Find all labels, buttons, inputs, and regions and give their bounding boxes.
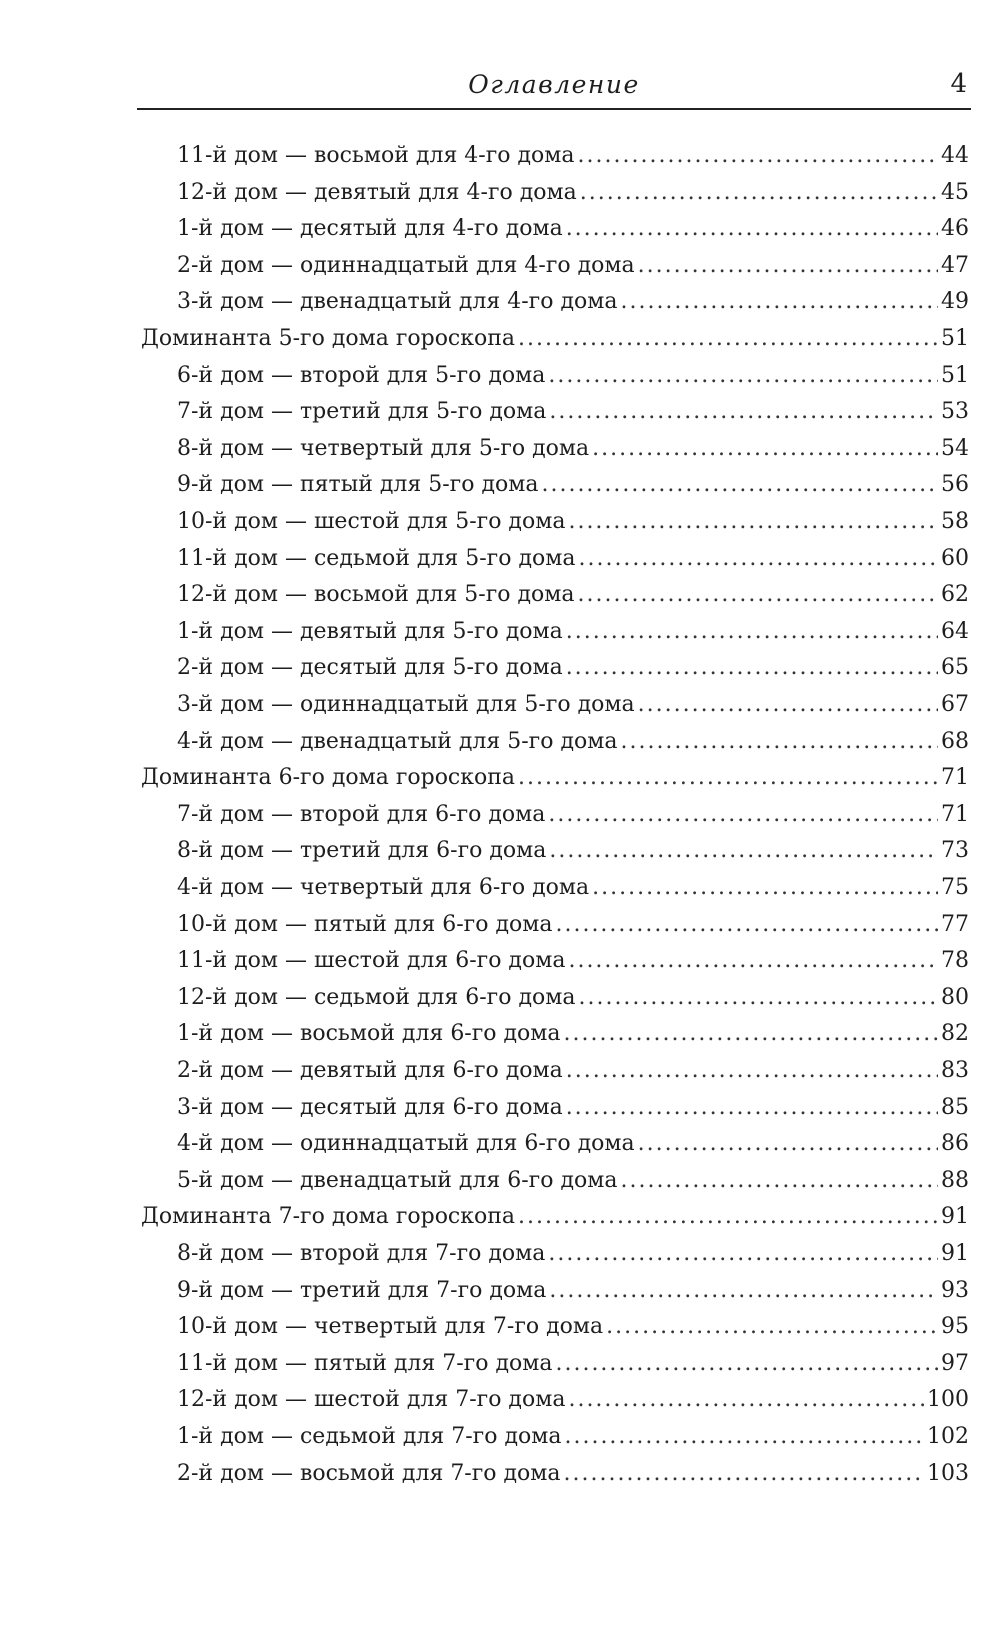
toc-entry-page: 75 — [941, 875, 969, 900]
toc-entry — [177, 177, 969, 209]
toc-entry — [177, 616, 969, 648]
toc-entry-title: 2-й дом — восьмой для 7-го дома — [177, 1460, 561, 1486]
toc-entry-page: 93 — [941, 1277, 969, 1303]
toc-entry-page: 46 — [941, 216, 969, 242]
dot-leader — [549, 396, 938, 428]
dot-leader — [564, 1018, 938, 1050]
dot-leader — [638, 250, 938, 282]
page-header — [137, 66, 971, 110]
toc-entry-page: 100 — [927, 1387, 969, 1413]
toc-entry — [177, 360, 969, 392]
toc-entry-page: 78 — [941, 948, 969, 974]
toc-entry-title: 1-й дом — восьмой для 6-го дома — [177, 1021, 561, 1047]
toc-entry — [177, 689, 969, 721]
dot-leader — [566, 652, 938, 684]
toc-entry-page: 45 — [941, 179, 969, 205]
running-title: Оглавление — [468, 70, 640, 99]
toc-entry-page: 95 — [941, 1314, 969, 1340]
toc-entry-title: 3-й дом — двенадцатый для 4-го дома — [177, 289, 618, 315]
toc-entry-title: 3-й дом — одиннадцатый для 5-го дома — [177, 692, 635, 717]
dot-leader — [555, 1348, 938, 1380]
dot-leader — [564, 1458, 924, 1490]
dot-leader — [566, 213, 938, 245]
toc-entry — [177, 250, 969, 282]
toc-entry-page: 86 — [941, 1131, 969, 1157]
toc-entry — [177, 213, 969, 245]
toc-entry-page: 71 — [941, 765, 969, 791]
toc-entry — [177, 286, 969, 318]
dot-leader — [549, 835, 938, 867]
toc-entry-page: 71 — [941, 801, 969, 827]
toc-entry-page: 49 — [941, 289, 969, 315]
dot-leader — [578, 543, 938, 575]
dot-leader — [566, 616, 938, 648]
toc-entry — [177, 1458, 969, 1490]
toc-entry — [177, 433, 969, 465]
toc-entry — [177, 140, 969, 172]
toc-entry-title: 11-й дом — шестой для 6-го дома — [177, 948, 566, 974]
toc-entry-title: 12-й дом — девятый для 4-го дома — [177, 179, 577, 205]
dot-leader — [518, 762, 938, 794]
toc-section-entry — [141, 762, 969, 794]
dot-leader — [548, 360, 938, 392]
toc-entry — [177, 835, 969, 867]
dot-leader — [578, 140, 938, 172]
toc-entry — [177, 469, 969, 501]
toc-entry-page: 67 — [941, 692, 969, 717]
dot-leader — [548, 1238, 938, 1270]
toc-entry-title: 10-й дом — шестой для 5-го дома — [177, 509, 566, 534]
dot-leader — [568, 506, 938, 538]
toc-entry-page: 54 — [941, 435, 969, 461]
toc-entry-title: 8-й дом — четвертый для 5-го дома — [177, 435, 590, 461]
dot-leader — [620, 1165, 938, 1197]
toc-entry-page: 85 — [941, 1094, 969, 1120]
toc-entry-title: 2-й дом — десятый для 5-го дома — [177, 655, 563, 681]
dot-leader — [568, 945, 938, 977]
toc-entry-page: 51 — [941, 362, 969, 388]
toc-entry — [177, 1165, 969, 1197]
toc-entry-title: 11-й дом — восьмой для 4-го дома — [177, 143, 575, 168]
toc-entry-page: 44 — [941, 143, 969, 168]
toc-entry — [177, 982, 969, 1014]
toc-entry-title: Доминанта 5-го дома гороскопа — [141, 326, 516, 351]
dot-leader — [518, 1201, 938, 1233]
toc-entry — [177, 872, 969, 904]
toc-entry-title: 1-й дом — десятый для 4-го дома — [177, 216, 563, 242]
toc-entry — [177, 1421, 969, 1453]
toc-entry-page: 68 — [941, 728, 969, 754]
toc-entry-title: 6-й дом — второй для 5-го дома — [177, 362, 546, 388]
toc-entry-page: 77 — [941, 911, 969, 937]
toc-entry-title: 9-й дом — пятый для 5-го дома — [177, 472, 539, 498]
dot-leader — [566, 1092, 938, 1124]
toc-entry — [177, 506, 969, 538]
dot-leader — [548, 799, 938, 831]
toc-entry — [177, 945, 969, 977]
toc-entry — [177, 1128, 969, 1160]
toc-entry-page: 73 — [941, 838, 969, 864]
dot-leader — [518, 323, 938, 355]
dot-leader — [592, 872, 938, 904]
dot-leader — [638, 1128, 938, 1160]
dot-leader — [592, 433, 938, 465]
toc-entry — [177, 1018, 969, 1050]
toc-entry — [177, 1238, 969, 1270]
toc-entry-page: 65 — [941, 655, 969, 681]
toc-entry-page: 91 — [941, 1204, 969, 1230]
toc-entry-title: 7-й дом — третий для 5-го дома — [177, 399, 547, 425]
toc-entry-page: 60 — [941, 545, 969, 571]
dot-leader — [564, 1421, 924, 1453]
toc-entry-title: 4-й дом — четвертый для 6-го дома — [177, 875, 590, 900]
dot-leader — [620, 726, 938, 758]
toc-entry-title: 2-й дом — одиннадцатый для 4-го дома — [177, 252, 635, 278]
page-number: 4 — [950, 69, 967, 99]
toc-entry — [177, 579, 969, 611]
toc-entry-page: 62 — [941, 582, 969, 608]
dot-leader — [578, 579, 938, 611]
toc-entry-title: Доминанта 6-го дома гороскопа — [141, 765, 516, 791]
toc-entry-title: 10-й дом — пятый для 6-го дома — [177, 911, 553, 937]
toc-entry-title: 11-й дом — пятый для 7-го дома — [177, 1350, 553, 1376]
toc-entry — [177, 726, 969, 758]
toc-entry-page: 103 — [927, 1460, 969, 1486]
toc-entry-title: 1-й дом — седьмой для 7-го дома — [177, 1424, 562, 1449]
toc-entry — [177, 652, 969, 684]
toc-entry-page: 82 — [941, 1021, 969, 1047]
toc-section-entry — [141, 1201, 969, 1233]
toc-entry — [177, 799, 969, 831]
dot-leader — [555, 909, 938, 941]
toc-entry-page: 91 — [941, 1241, 969, 1266]
toc-entry-title: 4-й дом — одиннадцатый для 6-го дома — [177, 1131, 635, 1157]
dot-leader — [606, 1311, 938, 1343]
toc-entry — [177, 1055, 969, 1087]
toc-entry — [177, 543, 969, 575]
toc-entry-page: 83 — [941, 1058, 969, 1083]
toc-entry-title: 2-й дом — девятый для 6-го дома — [177, 1058, 563, 1083]
toc-entry-title: 7-й дом — второй для 6-го дома — [177, 801, 546, 827]
toc-entry-page: 97 — [941, 1350, 969, 1376]
toc-entry-title: 4-й дом — двенадцатый для 5-го дома — [177, 728, 618, 754]
toc-section-entry — [141, 323, 969, 355]
toc-entry-title: 11-й дом — седьмой для 5-го дома — [177, 545, 576, 571]
toc-entry — [177, 1348, 969, 1380]
toc-entry-title: 12-й дом — восьмой для 5-го дома — [177, 582, 575, 608]
toc-entry — [177, 1275, 969, 1307]
toc-entry-title: Доминанта 7-го дома гороскопа — [141, 1204, 516, 1230]
toc-entry — [177, 396, 969, 428]
dot-leader — [566, 1055, 938, 1087]
toc-entry-title: 8-й дом — второй для 7-го дома — [177, 1241, 546, 1266]
toc-entry — [177, 1311, 969, 1343]
dot-leader — [578, 982, 938, 1014]
toc-entry-page: 58 — [941, 509, 969, 534]
toc-entry-title: 8-й дом — третий для 6-го дома — [177, 838, 547, 864]
toc-entry-page: 64 — [941, 618, 969, 644]
toc-entry-title: 12-й дом — шестой для 7-го дома — [177, 1387, 566, 1413]
dot-leader — [638, 689, 938, 721]
toc-entry-title: 12-й дом — седьмой для 6-го дома — [177, 984, 576, 1010]
dot-leader — [541, 469, 938, 501]
toc-entry — [177, 1384, 969, 1416]
toc-entry-title: 10-й дом — четвертый для 7-го дома — [177, 1314, 604, 1340]
toc-entry-page: 88 — [941, 1167, 969, 1193]
dot-leader — [580, 177, 938, 209]
toc-entry — [177, 1092, 969, 1124]
dot-leader — [620, 286, 938, 318]
toc-entry-title: 5-й дом — двенадцатый для 6-го дома — [177, 1167, 618, 1193]
dot-leader — [549, 1275, 938, 1307]
toc-entry — [177, 909, 969, 941]
toc-entry-page: 102 — [927, 1424, 969, 1449]
toc-entry-page: 47 — [941, 252, 969, 278]
toc-entry-page: 53 — [941, 399, 969, 425]
toc-entry-page: 80 — [941, 984, 969, 1010]
toc-entry-title: 1-й дом — девятый для 5-го дома — [177, 618, 563, 644]
toc-entry-page: 51 — [941, 326, 969, 351]
toc-entry-title: 9-й дом — третий для 7-го дома — [177, 1277, 547, 1303]
dot-leader — [568, 1384, 924, 1416]
toc-entry-title: 3-й дом — десятый для 6-го дома — [177, 1094, 563, 1120]
toc-entry-page: 56 — [941, 472, 969, 498]
